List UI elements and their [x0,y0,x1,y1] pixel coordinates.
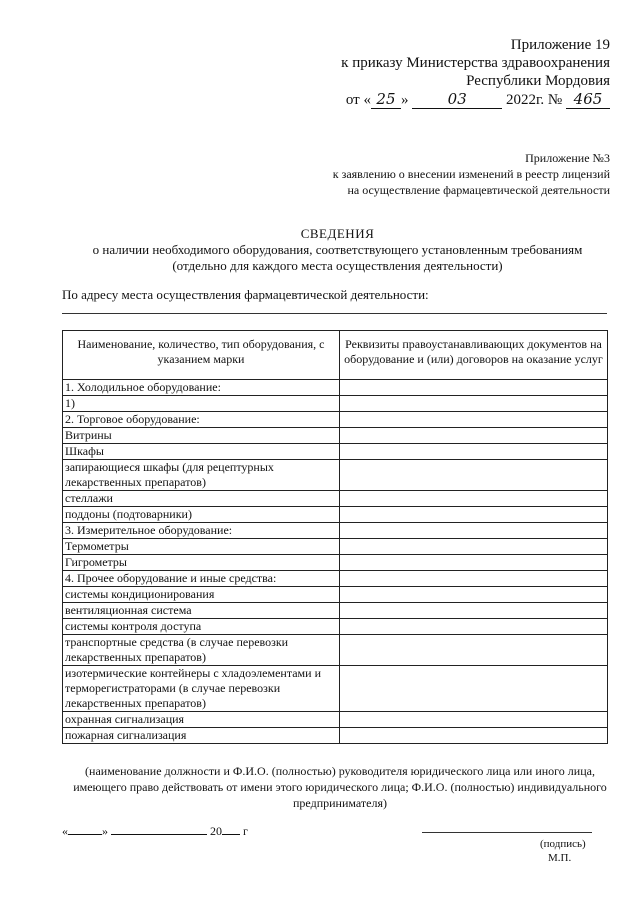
signature-line[interactable] [422,832,592,833]
title-heading: СВЕДЕНИЯ [300,226,375,241]
stamp-label: М.П. [548,852,572,864]
documents-cell[interactable] [340,712,608,728]
header-col-equipment: Наименование, количество, тип оборудования, с указанием марки [63,331,340,380]
documents-cell[interactable] [340,428,608,444]
documents-cell[interactable] [340,380,608,396]
appendix-19-republic: Республики Мордовия [466,73,610,89]
equipment-name-cell: Гигрометры [63,555,340,571]
documents-cell[interactable] [340,587,608,603]
equipment-name-cell: запирающиеся шкафы (для рецептурных лекарственных препаратов) [63,460,340,491]
address-input-line[interactable] [62,313,607,314]
appendix-19-order: к приказу Министерства здравоохранения [341,55,610,71]
documents-cell[interactable] [340,460,608,491]
documents-cell[interactable] [340,571,608,587]
equipment-table [62,330,608,744]
appendix-19-header [190,36,610,90]
equipment-name-cell: изотермические контейнеры с хладоэлементами и терморегистраторами (в случае перевозки лекарственных препаратов) [63,666,340,712]
signature-label: (подпись) [540,838,586,850]
appendix-3-line2: к заявлению о внесении изменений в реестр лицензий [332,167,610,181]
documents-cell[interactable] [340,603,608,619]
table-row [63,587,608,603]
documents-cell[interactable] [340,539,608,555]
table-row [63,491,608,507]
header-col-documents: Реквизиты правоустанавливающих документов на оборудование и (или) договоров на оказание услуг [340,331,608,380]
table-row [63,571,608,587]
appendix-3-title: Приложение №3 [525,151,610,165]
signature-year-field[interactable] [222,822,240,835]
document-title [40,226,635,274]
equipment-name-cell: 3. Измерительное оборудование: [63,523,340,539]
order-year: 2022г. № [505,92,563,108]
table-row [63,539,608,555]
documents-cell[interactable] [340,491,608,507]
equipment-name-cell: поддоны (подтоварники) [63,507,340,523]
table-row [63,428,608,444]
equipment-name-cell: стеллажи [63,491,340,507]
equipment-name-cell: вентиляционная система [63,603,340,619]
table-row [63,380,608,396]
documents-cell[interactable] [340,619,608,635]
table-row [63,412,608,428]
table-header-row [63,331,608,380]
equipment-name-cell: системы кондиционирования [63,587,340,603]
documents-cell[interactable] [340,444,608,460]
documents-cell[interactable] [340,523,608,539]
documents-cell[interactable] [340,728,608,744]
table-row [63,444,608,460]
table-row [63,603,608,619]
table-row [63,619,608,635]
documents-cell[interactable] [340,412,608,428]
table-row [63,555,608,571]
equipment-name-cell: Витрины [63,428,340,444]
appendix-19-title: Приложение 19 [510,37,610,53]
equipment-name-cell: пожарная сигнализация [63,728,340,744]
table-row [63,712,608,728]
equipment-name-cell: 4. Прочее оборудование и иные средства: [63,571,340,587]
date-mid: » [400,92,409,108]
title-line2: (отдельно для каждого места осуществления деятельности) [172,258,503,273]
address-label: По адресу места осуществления фармацевтической деятельности: [62,287,429,302]
handwritten-month: 03 [412,90,502,109]
equipment-name-cell: 2. Торговое оборудование: [63,412,340,428]
equipment-name-cell: Термометры [63,539,340,555]
documents-cell[interactable] [340,396,608,412]
table-row [63,635,608,666]
date-open-quote: « [62,824,68,838]
equipment-name-cell: Шкафы [63,444,340,460]
equipment-name-cell: охранная сигнализация [63,712,340,728]
equipment-name-cell: 1. Холодильное оборудование: [63,380,340,396]
documents-cell[interactable] [340,635,608,666]
handwritten-order-number: 465 [566,90,610,109]
equipment-name-cell: системы контроля доступа [63,619,340,635]
documents-cell[interactable] [340,555,608,571]
table-row [63,460,608,491]
signature-day-field[interactable] [68,822,102,835]
signature-date-line [62,822,248,839]
appendix-19-date-line [346,90,610,109]
appendix-3-header [190,150,610,198]
table-row [63,507,608,523]
equipment-name-cell: 1) [63,396,340,412]
title-line1: о наличии необходимого оборудования, соответствующего установленным требованиям [92,242,583,257]
signatory-note: (наименование должности и Ф.И.О. (полностью) руководителя юридического лица или иного лица, имеющего право действовать от имени этого юридического лица; Ф.И.О. (полностью) индивидуального предпринимателя) [73,764,607,810]
table-row [63,666,608,712]
documents-cell[interactable] [340,666,608,712]
signature-year-suffix: г [243,824,248,838]
equipment-name-cell: транспортные средства (в случае перевозки лекарственных препаратов) [63,635,340,666]
date-prefix: от « [345,92,371,108]
signature-month-field[interactable] [111,822,207,835]
table-row [63,728,608,744]
appendix-3-line3: на осуществление фармацевтической деятельности [347,183,610,197]
date-close-quote: » [102,824,108,838]
signature-year-prefix: 20 [210,824,222,838]
table-row [63,523,608,539]
handwritten-day: 25 [371,90,401,109]
table-row [63,396,608,412]
documents-cell[interactable] [340,507,608,523]
